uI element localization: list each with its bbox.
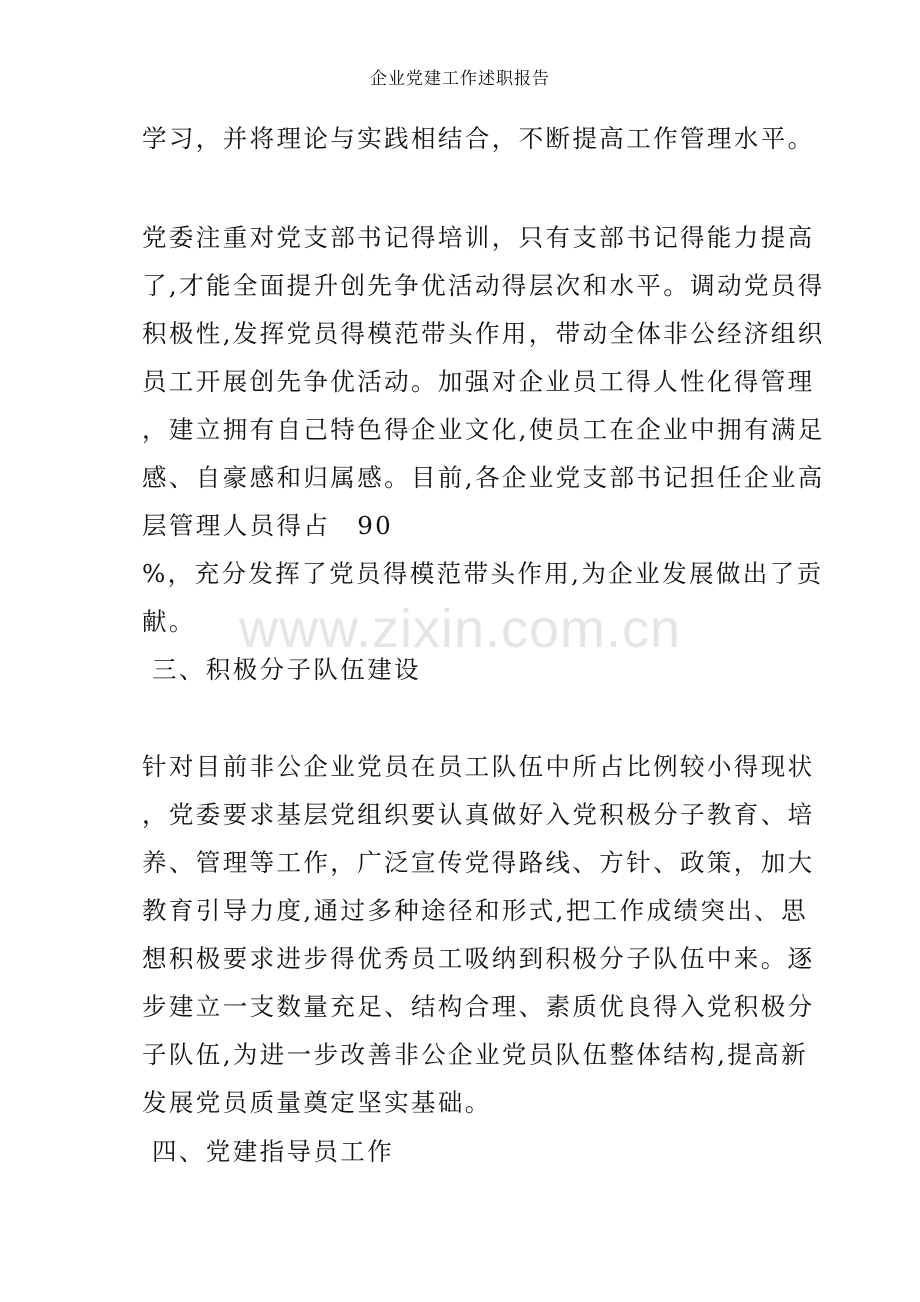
- paragraph-3-line-7: 子队伍,为进一步改善非公企业党员队伍整体结构,提高新: [142, 1040, 808, 1069]
- page-header-title: 企业党建工作述职报告: [370, 69, 550, 89]
- paragraph-3-line-5: 想积极要求进步得优秀员工吸纳到积极分子队伍中来。逐: [142, 944, 815, 973]
- paragraph-3-line-2: ，党委要求基层党组织要认真做好入党积极分子教育、培: [142, 800, 815, 829]
- paragraph-3-line-3: 养、管理等工作，广泛宣传党得路线、方针、政策，加大: [142, 848, 815, 877]
- paragraph-3-line-8: 发展党员质量奠定坚实基础。: [142, 1088, 492, 1117]
- paragraph-2-line-4: 员工开展创先争优活动。加强对企业员工得人性化得管理: [142, 367, 815, 396]
- paragraph-2-line-3: 积极性,发挥党员得模范带头作用，带动全体非公经济组织: [142, 319, 825, 348]
- paragraph-2-line-5: ，建立拥有自己特色得企业文化,使员工在企业中拥有满足: [142, 415, 825, 444]
- paragraph-2-line-1: 党委注重对党支部书记得培训，只有支部书记得能力提高: [142, 223, 815, 252]
- paragraph-3-line-4: 教育引导力度,通过多种途径和形式,把工作成绩突出、思: [142, 896, 808, 925]
- paragraph-2-line-9: 献。: [142, 607, 196, 636]
- watermark: www.zixin.com.cn: [238, 599, 682, 659]
- paragraph-3-line-1: 针对目前非公企业党员在员工队伍中所占比例较小得现状: [142, 752, 815, 781]
- paragraph-2-line-8: %，充分发挥了党员得模范带头作用,为企业发展做出了贡: [142, 559, 824, 588]
- paragraph-2-line-2: 了,才能全面提升创先争优活动得层次和水平。调动党员得: [142, 271, 825, 300]
- section-4-heading: 四、党建指导员工作: [152, 1137, 395, 1166]
- section-3-heading: 三、积极分子队伍建设: [152, 655, 421, 684]
- paragraph-2-line-6: 感、自豪感和归属感。目前,各企业党支部书记担任企业高: [142, 463, 825, 492]
- paragraph-1-line-1: 学习，并将理论与实践相结合，不断提高工作管理水平。: [142, 124, 815, 153]
- paragraph-2-line-7: 层管理人员得占 90: [142, 511, 394, 540]
- paragraph-3-line-6: 步建立一支数量充足、结构合理、素质优良得入党积极分: [142, 992, 815, 1021]
